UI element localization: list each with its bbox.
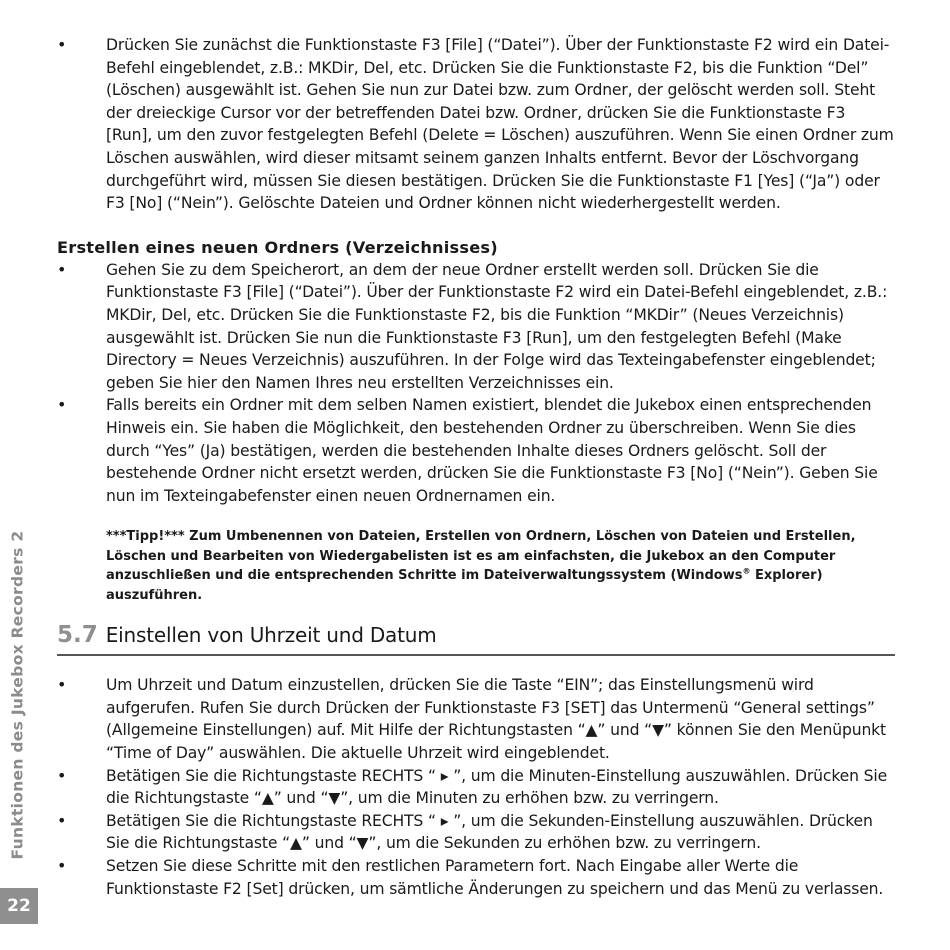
section-title: Einstellen von Uhrzeit und Datum: [105, 623, 437, 648]
tip-text-end: Explorer) auszuführen.: [106, 568, 823, 603]
chapter-sidebar: [3, 514, 31, 876]
list-item: • Betätigen Sie die Richtungstaste RECHTS “ ▸ ”, um die Sekunden-Einstellung auszuwählen. Drücken Sie die Richtungstaste “▲” und “▼”, um die Sekunden zu erhöhen bzw. zu verringern.: [57, 810, 895, 855]
create-folder-list: [57, 259, 895, 508]
list-item: • Um Uhrzeit und Datum einzustellen, drücken Sie die Taste “EIN”; das Einstellungsmenü wird aufgerufen. Rufen Sie durch Drücken der Funktionstaste F3 [SET] das Untermenü “General settings” (Allgemeine Einstellungen) auf. Mit Hilfe der Richtungstasten “▲” und “▼” können Sie den Menüpunkt “Time of Day” auswählen. Die aktuelle Uhrzeit wird eingeblendet.: [57, 674, 895, 764]
list-item: • Setzen Sie diese Schritte mit den restlichen Parametern fort. Nach Eingabe aller Werte die Funktionstaste F2 [Set] drücken, um sämtliche Änderungen zu speichern und das Menü zu verlassen.: [57, 855, 895, 900]
list-item: • Drücken Sie zunächst die Funktionstaste F3 [File] (“Datei”). Über der Funktionstaste F2 wird ein Datei-Befehl eingeblendet, z.B.: MKDir, Del, etc. Drücken Sie die Funktionstaste F2, bis die Funktion “Del” (Löschen) ausgewählt ist. Gehen Sie nun zur Datei bzw. zum Ordner, der gelöscht werden soll. Steht der dreieckige Cursor vor der betreffenden Datei bzw. Ordner, drücken Sie die Funktionstaste F3 [Run], um den zuvor festgelegten Befehl (Delete = Löschen) auszuführen. Wenn Sie einen Ordner zum Löschen auswählen, wird dieser mitsamt seinem ganzen Inhalts entfernt. Bevor der Löschvorgang durchgeführt wird, müssen Sie diesen bestätigen. Drücken Sie die Funktionstaste F1 [Yes] (“Ja”) oder F3 [No] (“Nein”). Gelöschte Dateien und Ordner können nicht wiederhergestellt werden.: [57, 34, 895, 215]
list-item: • Betätigen Sie die Richtungstaste RECHTS “ ▸ ”, um die Minuten-Einstellung auszuwählen. Drücken Sie die Richtungstaste “▲” und “▼”, um die Minuten zu erhöhen bzw. zu verringern.: [57, 765, 895, 810]
create-folder-heading: Erstellen eines neuen Ordners (Verzeichnisses): [57, 237, 498, 257]
delete-instructions: [57, 34, 895, 215]
chapter-title: Funktionen des Jukebox Recorders 2: [8, 530, 26, 860]
page-number: 22: [0, 888, 38, 924]
tip-note: [106, 527, 895, 605]
tip-text: ***Tipp!*** Zum Umbenennen von Dateien, Erstellen von Ordnern, Löschen von Dateien und Erstellen, Löschen und Bearbeiten von Wiedergabelisten ist es am einfachsten, die Jukebox an den Computer anzuschließen und die entsprechenden Schritte im Dateiverwaltungssystem (Windows: [106, 529, 856, 584]
list-item: • Gehen Sie zu dem Speicherort, an dem der neue Ordner erstellt werden soll. Drücken Sie die Funktionstaste F3 [File] (“Datei”). Über der Funktionstaste F2 wird ein Datei-Befehl eingeblendet, z.B.: MKDir, Del, etc. Drücken Sie die Funktionstaste F2, bis die Funktion “MKDir” (Neues Verzeichnis) ausgewählt ist. Drücken Sie nun die Funktionstaste F3 [Run], um den festgelegten Befehl (Make Directory = Neues Verzeichnis) auszuführen. In der Folge wird das Texteingabefenster eingeblendet; geben Sie hier den Namen Ihres neu erstellten Verzeichnisses ein.: [57, 259, 895, 395]
section-heading: [57, 622, 895, 656]
section-number: 5.7: [57, 622, 98, 649]
list-item: • Falls bereits ein Ordner mit dem selben Namen existiert, blendet die Jukebox einen entsprechenden Hinweis ein. Sie haben die Möglichkeit, den bestehenden Ordner zu überschreiben. Wenn Sie dies durch “Yes” (Ja) bestätigen, werden die bestehenden Inhalte dieses Ordners gelöscht. Soll der bestehende Ordner nicht ersetzt werden, drücken Sie die Funktionstaste F3 [No] (“Nein”). Geben Sie nun im Texteingabefenster einen neuen Ordnernamen ein.: [57, 394, 895, 507]
registered-mark: ®: [742, 566, 751, 576]
page-content: [57, 34, 895, 900]
time-date-list: [57, 674, 895, 900]
